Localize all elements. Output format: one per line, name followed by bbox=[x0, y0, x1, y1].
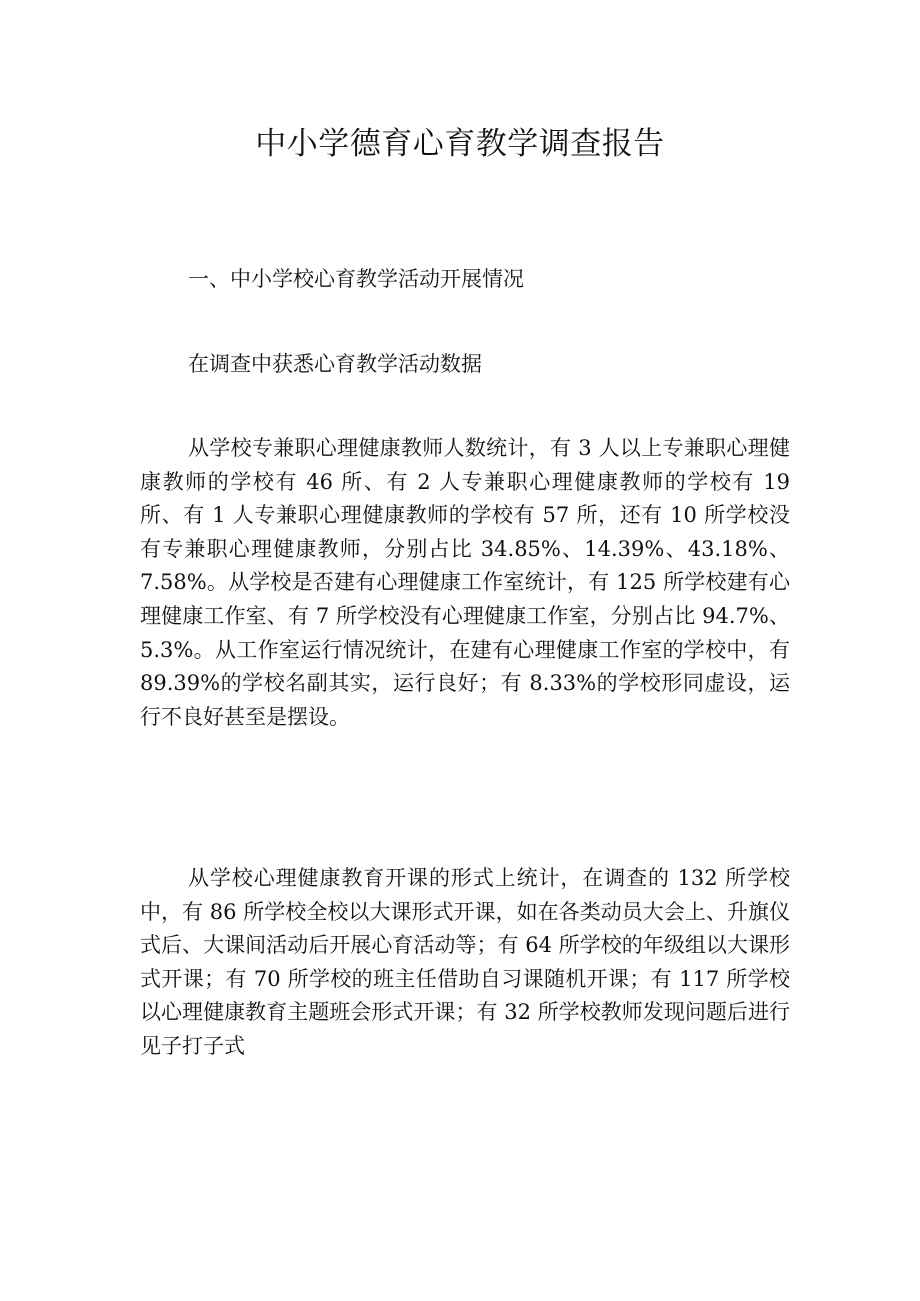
section-subheading: 在调查中获悉心育教学活动数据 bbox=[188, 352, 482, 376]
document-title: 中小学德育心育教学调查报告 bbox=[255, 126, 665, 162]
body-paragraph: 从学校专兼职心理健康教师人数统计，有 3 人以上专兼职心理健康教师的学校有 46 所、有 2 人专兼职心理健康教师的学校有 19 所、有 1 人专兼职心理健康教师的学校有 57 所，还有 10 所学校没有专兼职心理健康教师，分别占比 34.85%、14.39%、43.18%、7.58%。从学校是否建有心理健康工作室统计，有 125 所学校建有心理健康工作室、有 7 所学校没有心理健康工作室，分别占比 94.7%、5.3%。从工作室运行情况统计，在建有心理健康工作室的学校中，有 89.39%的学校名副其实，运行良好；有 8.33%的学校形同虚设，运行不良好甚至是摆设。 bbox=[140, 436, 790, 729]
body-paragraph: 从学校心理健康教育开课的形式上统计，在调查的 132 所学校中，有 86 所学校全校以大课形式开课，如在各类动员大会上、升旗仪式后、大课间活动后开展心育活动等；有 64 所学校的年级组以大课形式开课；有 70 所学校的班主任借助自习课随机开课；有 117 所学校以心理健康教育主题班会形式开课；有 32 所学校教师发现问题后进行见子打子式 bbox=[140, 866, 790, 1058]
section-heading: 一、中小学校心育教学活动开展情况 bbox=[188, 267, 524, 291]
